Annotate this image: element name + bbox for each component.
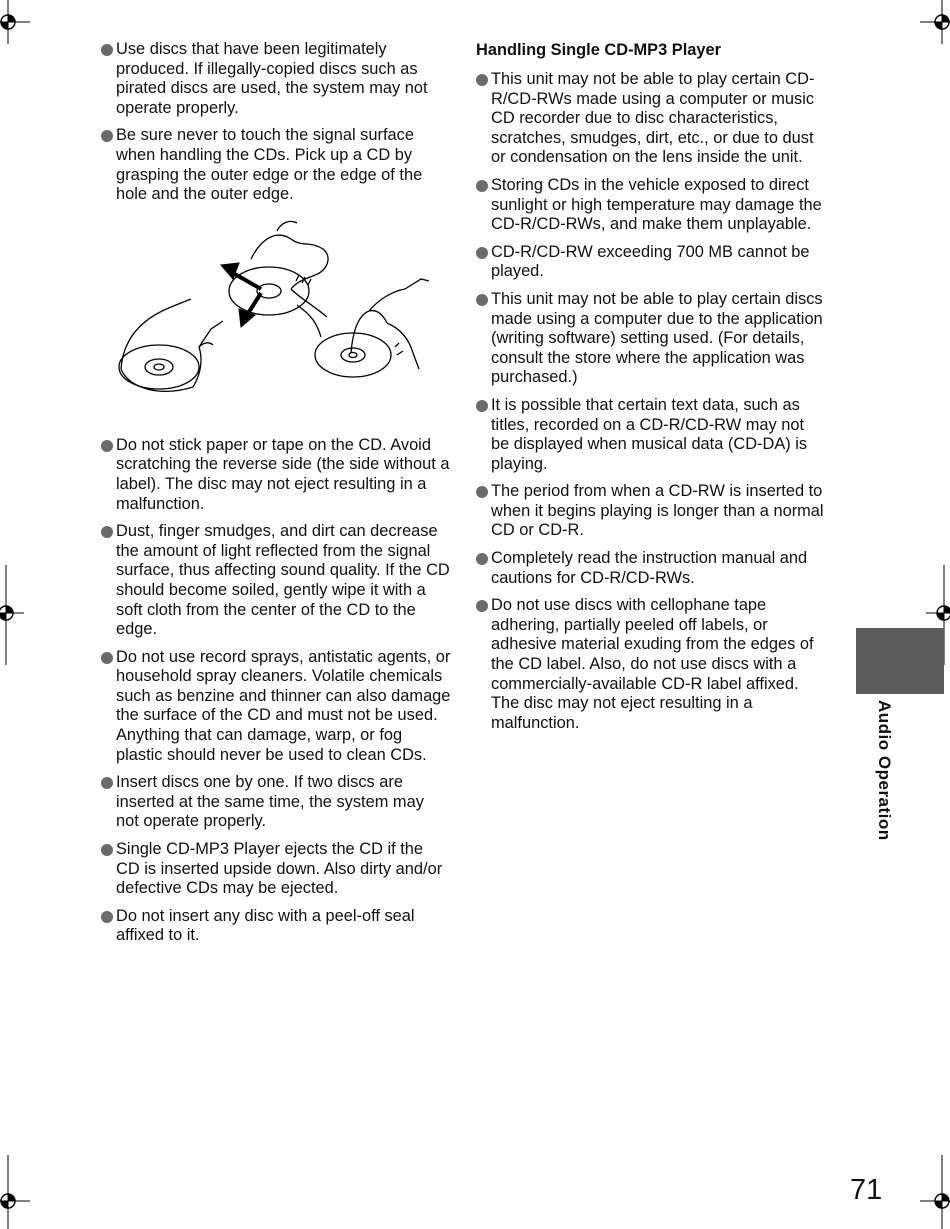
crop-mark-top-left — [0, 0, 40, 60]
bullet-icon — [476, 486, 488, 498]
list-item: This unit may not be able to play certain CD-R/CD-RWs made using a computer or music CD recorder due to disc characteristics, scratches, smudges, dirt, etc., or due to dust or condensation on the lens inside the unit. — [476, 70, 826, 168]
list-item: The period from when a CD-RW is inserted to when it begins playing is longer than a normal CD or CD-R. — [476, 482, 826, 541]
bullet-icon — [476, 74, 488, 86]
bullet-icon — [476, 600, 488, 612]
cd-handling-illustration — [101, 219, 451, 419]
crop-mark-bottom-right — [910, 1155, 950, 1229]
bullet-icon — [101, 440, 113, 452]
bullet-icon — [101, 844, 113, 856]
right-column — [476, 40, 826, 741]
list-item: Use discs that have been legitimately produced. If illegally-copied discs such as pirated discs are used, the system may not operate properly. — [101, 40, 451, 118]
crop-mark-top-right — [910, 0, 950, 60]
section-title: Handling Single CD-MP3 Player — [476, 41, 721, 59]
hand-holding-disc-icon — [119, 299, 223, 391]
bullet-icon — [101, 911, 113, 923]
left-column — [101, 40, 451, 954]
list-item: Storing CDs in the vehicle exposed to direct sunlight or high temperature may damage the CD-R/CD-RWs, and make them unplayable. — [476, 176, 826, 235]
list-item: Be sure never to touch the signal surface when handling the CDs. Pick up a CD by grasping the outer edge or the edge of the hole and the outer edge. — [101, 126, 451, 204]
bullet-icon — [476, 553, 488, 565]
list-item: Insert discs one by one. If two discs are inserted at the same time, the system may not operate properly. — [101, 773, 451, 832]
bullet-icon — [101, 652, 113, 664]
list-item: Do not stick paper or tape on the CD. Avoid scratching the reverse side (the side without a label). The disc may not eject resulting in a malfunction. — [101, 436, 451, 514]
list-item: CD-R/CD-RW exceeding 700 MB cannot be played. — [476, 243, 826, 282]
bullet-icon — [101, 777, 113, 789]
section-tab-label: Audio Operation — [875, 700, 894, 841]
bullet-icon — [101, 44, 113, 56]
list-item: Do not insert any disc with a peel-off seal affixed to it. — [101, 907, 451, 946]
list-item: Do not use discs with cellophane tape adhering, partially peeled off labels, or adhesive material exuding from the edges of the CD label. Also, do not use discs with a commercially-available CD-R label affixed. The disc may not eject resulting in a malfunction. — [476, 596, 826, 733]
bullet-icon — [476, 180, 488, 192]
bullet-icon — [476, 247, 488, 259]
hand-finger-in-hole-icon — [315, 279, 429, 377]
bullet-icon — [476, 400, 488, 412]
bullet-icon — [476, 294, 488, 306]
page-number: 71 — [850, 1174, 883, 1206]
section-tab — [856, 628, 944, 694]
list-item: This unit may not be able to play certain discs made using a computer due to the application (writing software) setting used. (For details, consult the store where the application was purchased.) — [476, 290, 826, 388]
list-item: Dust, finger smudges, and dirt can decrease the amount of light reflected from the signal surface, thus affecting sound quality. If the CD should become soiled, gently wipe it with a soft cloth from the center of the CD to the edge. — [101, 522, 451, 640]
crop-mark-bottom-left — [0, 1155, 40, 1229]
list-item: Completely read the instruction manual and cautions for CD-R/CD-RWs. — [476, 549, 826, 588]
list-item: Single CD-MP3 Player ejects the CD if the CD is inserted upside down. Also dirty and/or defective CDs may be ejected. — [101, 840, 451, 899]
bullet-icon — [101, 130, 113, 142]
list-item: It is possible that certain text data, such as titles, recorded on a CD-R/CD-RW may not be displayed when musical data (CD-DA) is playing. — [476, 396, 826, 474]
crop-mark-mid-left — [0, 565, 30, 665]
list-item: Do not use record sprays, antistatic agents, or household spray cleaners. Volatile chemicals such as benzine and thinner can also damage the surface of the CD and must not be used. Anything that can damage, warp, or fog plastic should never be used to clean CDs. — [101, 648, 451, 766]
bullet-icon — [101, 526, 113, 538]
